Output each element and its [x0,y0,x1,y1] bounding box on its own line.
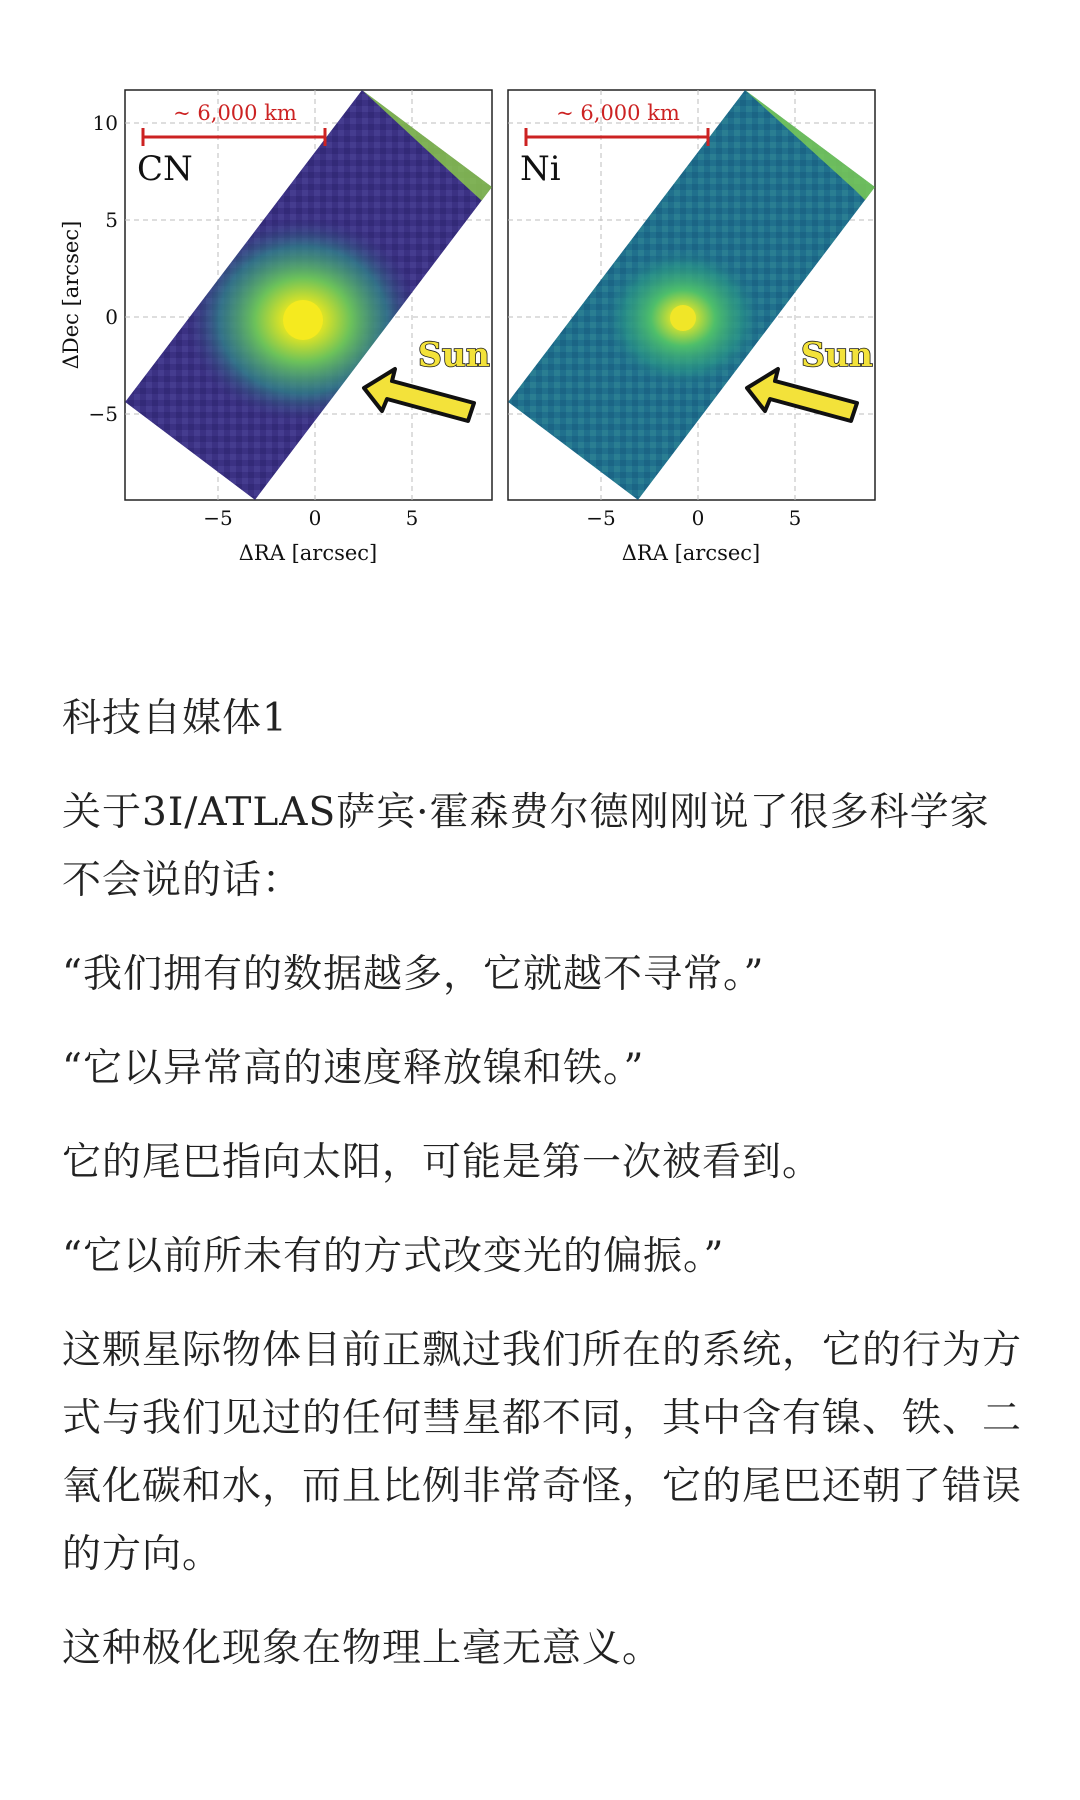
y-tick-10: 10 [92,111,118,135]
article-body [62,685,1022,1709]
panel-ni-x-ticks [586,506,801,530]
y-tick-5: 5 [105,208,118,232]
x-tick-0: 0 [308,506,322,530]
panel-cn [59,90,492,565]
source-label: 科技自媒体1 [62,696,288,741]
figure-svg [50,70,1010,630]
tail-statement: 它的尾巴指向太阳，可能是第一次被看到。 [62,1140,823,1185]
panel-cn-y-ticks [89,111,118,426]
panel-cn-x-ticks [203,506,418,530]
y-tick-neg5: −5 [88,402,118,426]
quote-nickel-iron: “它以异常高的速度释放镍和铁。” [62,1046,645,1091]
panel-ni-scale-label: ~ 6,000 km [556,101,680,125]
spectral-map-figure [50,70,1010,630]
intro-paragraph: 关于3I/ATLAS萨宾·霍森费尔德刚刚说了很多科学家不会说的话： [62,790,990,903]
x-tick-neg5: −5 [586,506,616,530]
panel-ni-sun-label: Sun [801,335,873,374]
y-tick-0: 0 [105,305,118,329]
x-tick-5: 5 [405,506,419,530]
panel-cn-scale-label: ~ 6,000 km [173,101,297,125]
main-paragraph: 这颗星际物体目前正飘过我们所在的系统，它的行为方式与我们见过的任何彗星都不同，其中含有镍、铁、二氧化碳和水，而且比例非常奇怪，它的尾巴还朝了错误的方向。 [62,1328,1023,1577]
panel-ni-element-label: Ni [520,149,561,189]
panel-cn-element-label: CN [137,149,193,189]
quote-polarization: “它以前所未有的方式改变光的偏振。” [62,1234,725,1279]
panel-cn-xlabel: ΔRA [arcsec] [238,541,378,565]
quote-more-data: “我们拥有的数据越多，它就越不寻常。” [62,952,765,997]
closing-paragraph: 这种极化现象在物理上毫无意义。 [62,1626,663,1671]
x-tick-5: 5 [788,506,802,530]
panel-ni [508,90,875,565]
x-tick-neg5: −5 [203,506,233,530]
panel-cn-ylabel: ΔDec [arcsec] [59,220,83,370]
panel-cn-sun-label: Sun [418,335,490,374]
x-tick-0: 0 [691,506,705,530]
panel-ni-xlabel: ΔRA [arcsec] [621,541,761,565]
